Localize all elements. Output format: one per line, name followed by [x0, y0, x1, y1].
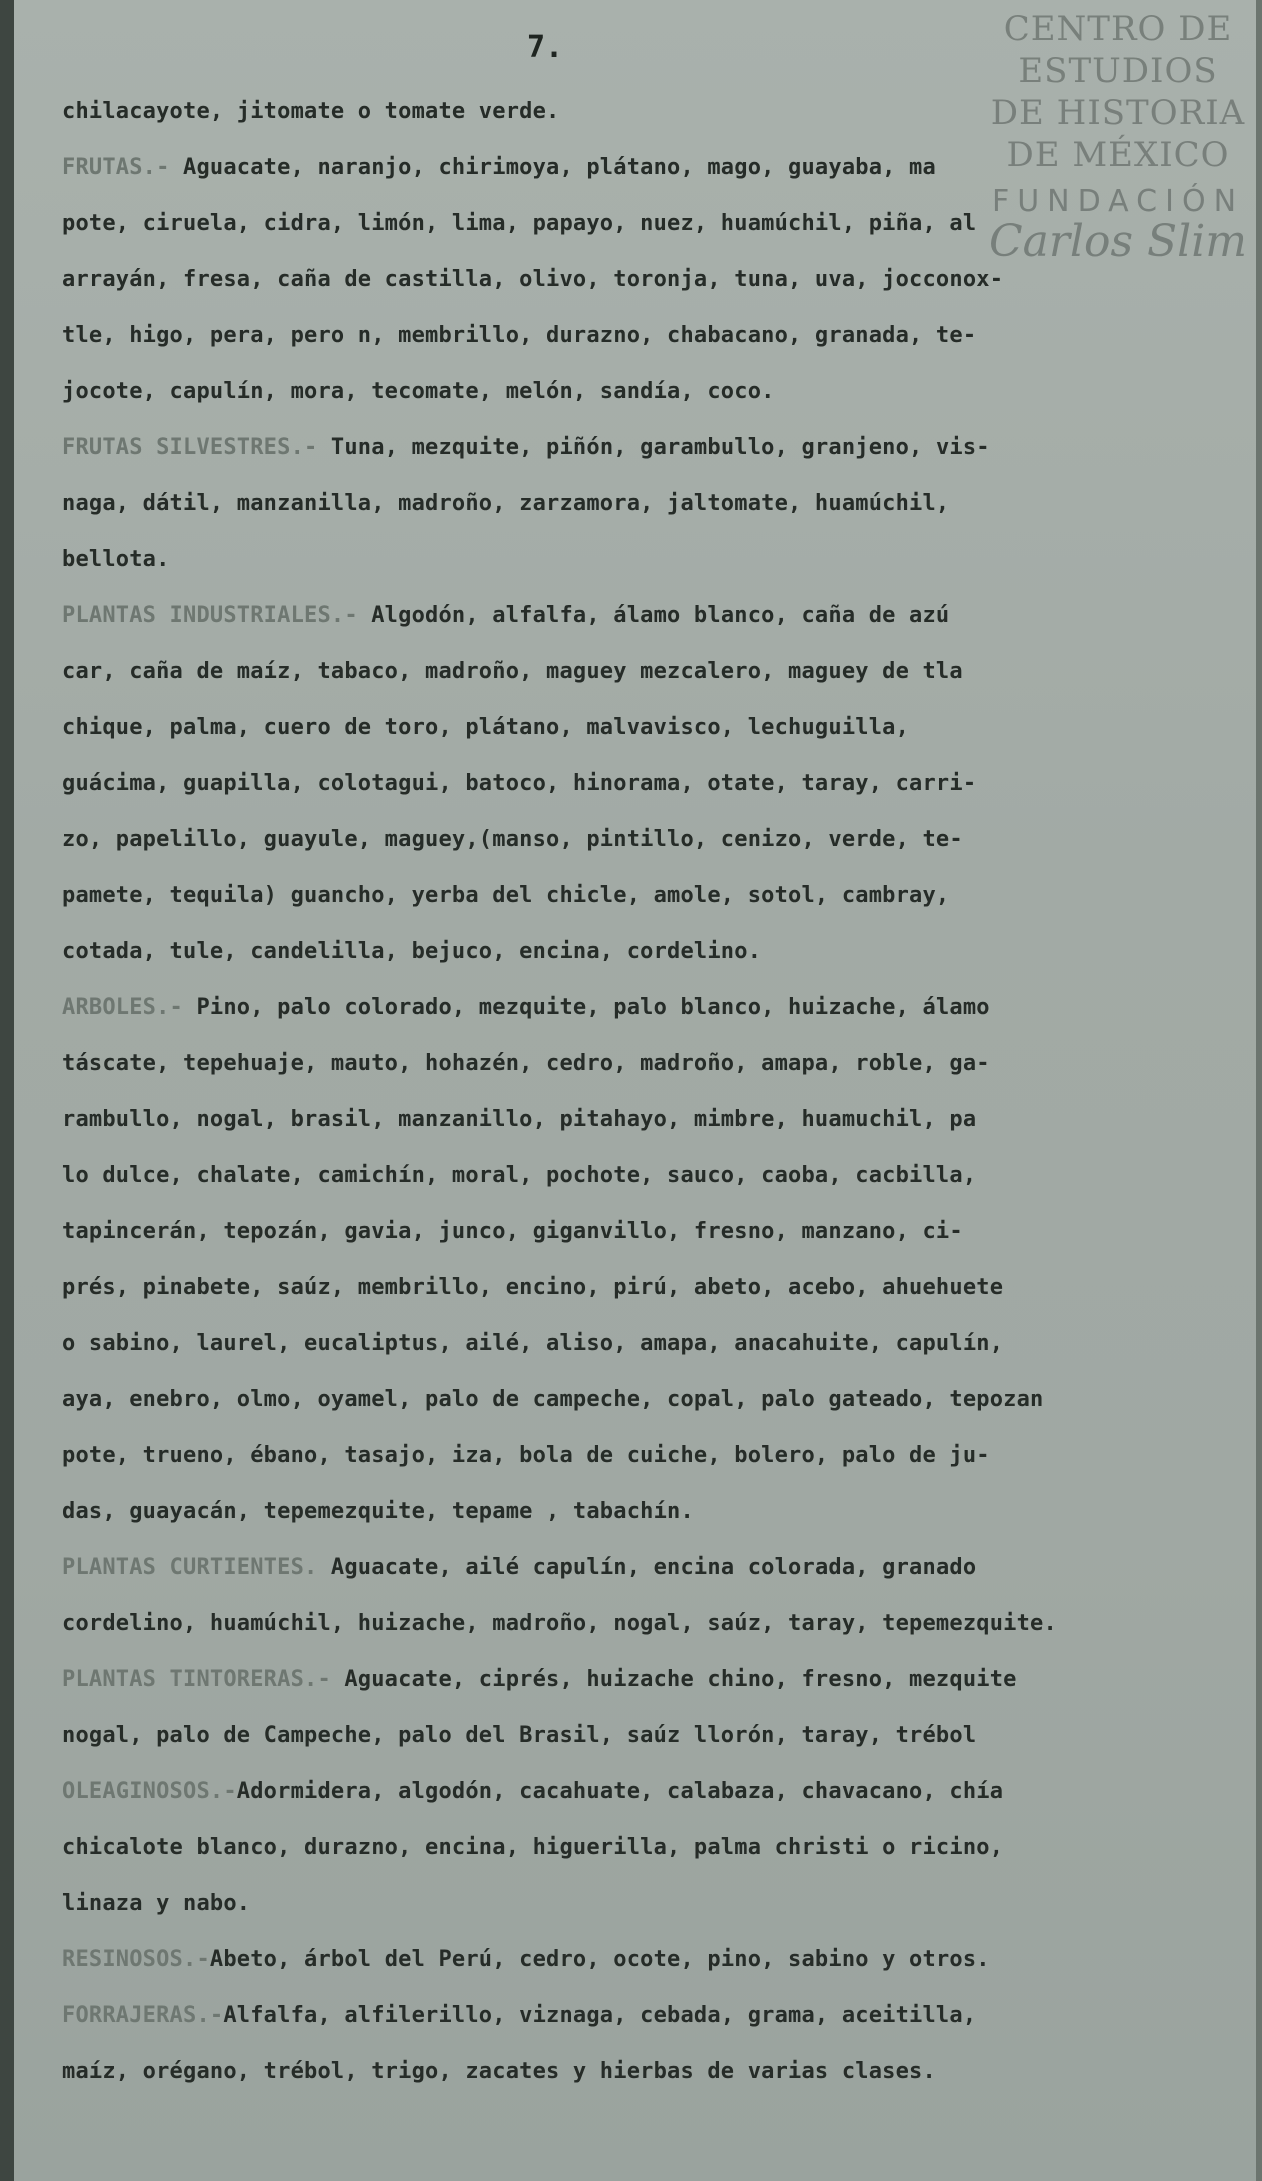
text-line [62, 532, 1212, 588]
line-text: Aguacate, ciprés, huizache chino, fresno, mezquite [330, 1667, 1017, 1692]
line-text: Pino, palo colorado, mezquite, palo blanco, huizache, álamo [183, 995, 990, 1020]
text-line [62, 1372, 1212, 1428]
page-right-edge [1256, 0, 1262, 2181]
watermark-line: DE MÉXICO [1006, 135, 1230, 175]
text-line [62, 1820, 1212, 1876]
line-text: rambullo, nogal, brasil, manzanillo, pitahayo, mimbre, huamuchil, pa [62, 1107, 977, 1132]
section-heading: PLANTAS INDUSTRIALES.- [62, 603, 358, 628]
line-text: bellota. [62, 547, 170, 572]
line-text: chicalote blanco, durazno, encina, higuerilla, palma christi o ricino, [62, 1835, 1004, 1860]
text-line [62, 980, 1212, 1036]
text-line [62, 1484, 1212, 1540]
line-text: tle, higo, pera, pero n, membrillo, durazno, chabacano, granada, te- [62, 323, 977, 348]
text-line [62, 868, 1212, 924]
text-line [62, 476, 1212, 532]
watermark-line: ESTUDIOS [1018, 51, 1218, 91]
section-heading: OLEAGINOSOS.- [62, 1779, 237, 1804]
line-text: pote, trueno, ébano, tasajo, iza, bola de cuiche, bolero, palo de ju- [62, 1443, 990, 1468]
section-heading: FORRAJERAS.- [62, 2003, 224, 2028]
watermark-line: DE HISTORIA [990, 93, 1246, 133]
text-line [62, 812, 1212, 868]
line-text: maíz, orégano, trébol, trigo, zacates y hierbas de varias clases. [62, 2059, 936, 2084]
line-text: lo dulce, chalate, camichín, moral, pochote, sauco, caoba, cacbilla, [62, 1163, 977, 1188]
text-line [62, 756, 1212, 812]
line-text: pote, ciruela, cidra, limón, lima, papayo, nuez, huamúchil, piña, al [62, 211, 977, 236]
text-line [62, 2044, 1212, 2100]
section-heading: RESINOSOS.- [62, 1947, 210, 1972]
section-heading: FRUTAS.- [62, 155, 170, 180]
line-text: pamete, tequila) guancho, yerba del chicle, amole, sotol, cambray, [62, 883, 950, 908]
text-line [62, 924, 1212, 980]
text-line [62, 196, 1212, 252]
text-line [62, 1876, 1212, 1932]
typed-text-body [62, 84, 1212, 2100]
text-line [62, 588, 1212, 644]
line-text: o sabino, laurel, eucaliptus, ailé, aliso, amapa, anacahuite, capulín, [62, 1331, 1004, 1356]
watermark-signature: Carlos Slim [988, 216, 1248, 267]
line-text: chilacayote, jitomate o tomate verde. [62, 99, 560, 124]
line-text: nogal, palo de Campeche, palo del Brasil, saúz llorón, taray, trébol [62, 1723, 977, 1748]
text-line [62, 1204, 1212, 1260]
text-line [62, 1036, 1212, 1092]
text-line [62, 1988, 1212, 2044]
section-heading: FRUTAS SILVESTRES.- [62, 435, 318, 460]
line-text: chique, palma, cuero de toro, plátano, malvavisco, lechuguilla, [62, 715, 910, 740]
line-text: cordelino, huamúchil, huizache, madroño, nogal, saúz, taray, tepemezquite. [62, 1611, 1057, 1636]
text-line [62, 1596, 1212, 1652]
text-line [62, 1092, 1212, 1148]
line-text: cotada, tule, candelilla, bejuco, encina, cordelino. [62, 939, 762, 964]
text-line [62, 420, 1212, 476]
section-heading: PLANTAS CURTIENTES. [62, 1555, 318, 1580]
page-left-edge [0, 0, 14, 2181]
line-text: Aguacate, ailé capulín, encina colorada, granado [317, 1555, 977, 1580]
text-line [62, 644, 1212, 700]
line-text: aya, enebro, olmo, oyamel, palo de campeche, copal, palo gateado, tepozan [62, 1387, 1044, 1412]
watermark-foundation: FUNDACIÓN [991, 184, 1245, 219]
line-text: táscate, tepehuaje, mauto, hohazén, cedro, madroño, amapa, roble, ga- [62, 1051, 990, 1076]
text-line [62, 1652, 1212, 1708]
line-text: tapincerán, tepozán, gavia, junco, giganvillo, fresno, manzano, ci- [62, 1219, 963, 1244]
text-line [62, 1148, 1212, 1204]
line-text: linaza y nabo. [62, 1891, 251, 1916]
line-text: Adormidera, algodón, cacahuate, calabaza, chavacano, chía [236, 1779, 1004, 1804]
page-number: 7. [527, 30, 564, 65]
text-line [62, 1708, 1212, 1764]
text-line [62, 364, 1212, 420]
section-heading: ARBOLES.- [62, 995, 184, 1020]
text-line [62, 84, 1212, 140]
text-line [62, 1540, 1212, 1596]
text-line [62, 1764, 1212, 1820]
line-text: prés, pinabete, saúz, membrillo, encino, pirú, abeto, acebo, ahuehuete [62, 1275, 1004, 1300]
text-line [62, 1932, 1212, 1988]
text-line [62, 308, 1212, 364]
line-text: Aguacate, naranjo, chirimoya, plátano, mago, guayaba, ma [169, 155, 936, 180]
line-text: das, guayacán, tepemezquite, tepame , tabachín. [62, 1499, 694, 1524]
line-text: jocote, capulín, mora, tecomate, melón, sandía, coco. [62, 379, 775, 404]
text-line [62, 140, 1212, 196]
line-text: car, caña de maíz, tabaco, madroño, maguey mezcalero, maguey de tla [62, 659, 963, 684]
line-text: arrayán, fresa, caña de castilla, olivo, toronja, tuna, uva, jocconox- [62, 267, 1004, 292]
line-text: zo, papelillo, guayule, maguey,(manso, pintillo, cenizo, verde, te- [62, 827, 963, 852]
line-text: Tuna, mezquite, piñón, garambullo, granjeno, vis- [317, 435, 990, 460]
text-line [62, 252, 1212, 308]
watermark-line: CENTRO DE [1003, 9, 1233, 49]
line-text: naga, dátil, manzanilla, madroño, zarzamora, jaltomate, huamúchil, [62, 491, 950, 516]
text-line [62, 1428, 1212, 1484]
line-text: Abeto, árbol del Perú, cedro, ocote, pino, sabino y otros. [209, 1947, 990, 1972]
text-line [62, 700, 1212, 756]
section-heading: PLANTAS TINTORERAS.- [62, 1667, 331, 1692]
text-line [62, 1260, 1212, 1316]
text-line [62, 1316, 1212, 1372]
line-text: Algodón, alfalfa, álamo blanco, caña de azú [357, 603, 950, 628]
line-text: Alfalfa, alfilerillo, viznaga, cebada, grama, aceitilla, [223, 2003, 977, 2028]
line-text: guácima, guapilla, colotagui, batoco, hinorama, otate, taray, carri- [62, 771, 977, 796]
